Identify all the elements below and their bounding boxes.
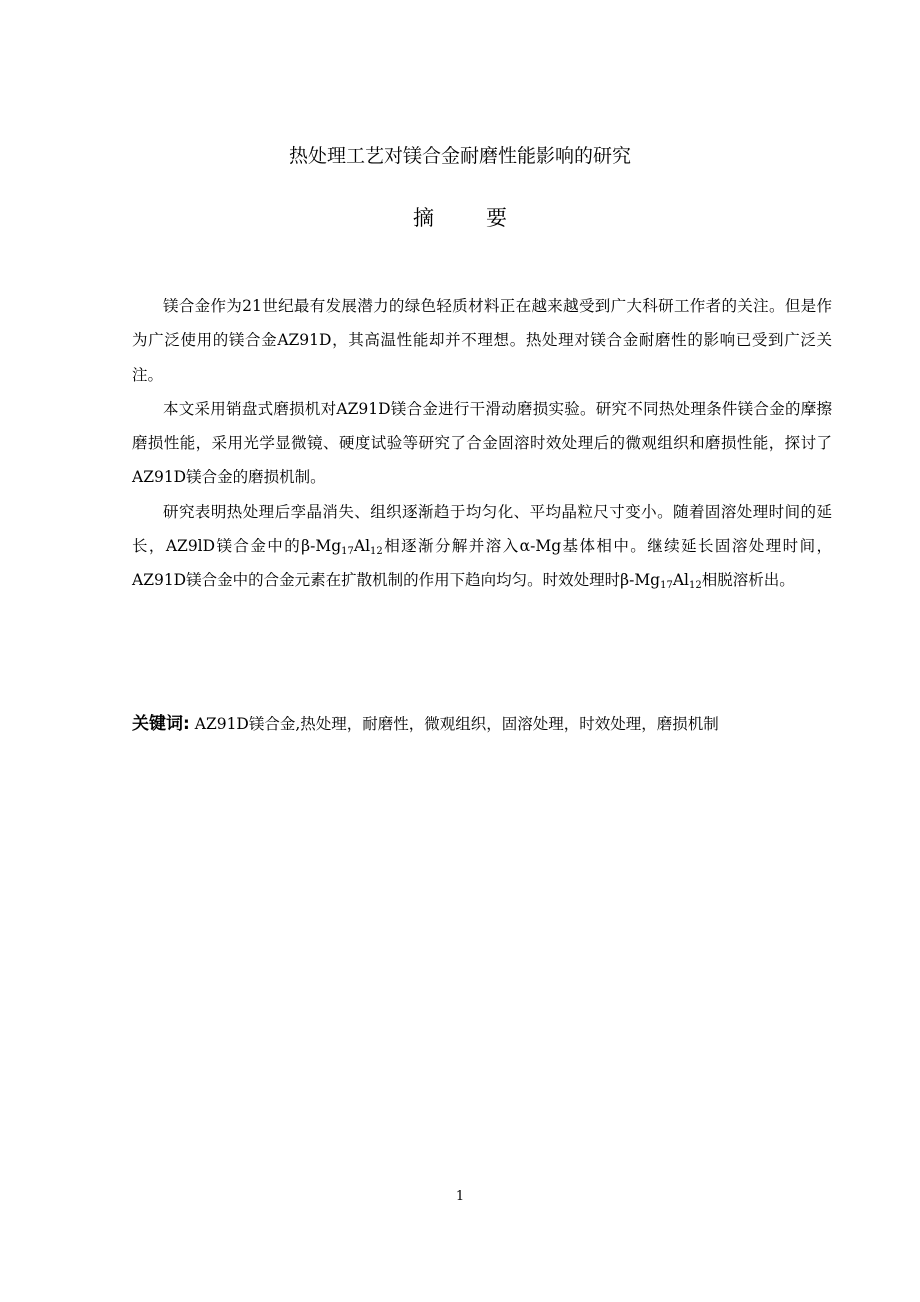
keywords-text: AZ91D镁合金,热处理，耐磨性，微观组织，固溶处理，时效处理，磨损机制 bbox=[194, 715, 719, 733]
keywords-label: 关键词: bbox=[132, 714, 190, 734]
abstract-paragraph-1: 镁合金作为21世纪最有发展潜力的绿色轻质材料正在越来越受到广大科研工作者的关注。但是作为广泛使用的镁合金AZ91D，其高温性能却并不理想。热处理对镁合金耐磨性的影响已受到广泛关注。 bbox=[132, 297, 832, 384]
paragraph-3-text-d: Al bbox=[672, 571, 689, 590]
page-number: 1 bbox=[455, 1189, 465, 1204]
paragraph-3-text-e: 相脱溶析出。 bbox=[701, 571, 795, 590]
subscript-12: 12 bbox=[689, 580, 702, 592]
paragraph-3-text-a: 研究表明热处理后孪晶消失、组织逐渐趋于均匀化、平均晶粒尺寸变小。随着固溶处理时间的延长，AZ9lD镁合金中的β-Mg bbox=[132, 502, 832, 556]
abstract-heading: 摘要 bbox=[413, 206, 559, 230]
document-title: 热处理工艺对镁合金耐磨性能影响的研究 bbox=[288, 145, 631, 167]
paragraph-3-text-b: Al bbox=[353, 537, 371, 556]
abstract-body bbox=[132, 289, 832, 598]
abstract-paragraph-2: 本文采用销盘式磨损机对AZ91D镁合金进行干滑动磨损实验。研究不同热处理条件镁合金的摩擦磨损性能，采用光学显微镜、硬度试验等研究了合金固溶时效处理后的微观组织和磨损性能，探讨了AZ91D镁合金的磨损机制。 bbox=[132, 399, 832, 487]
abstract-paragraph-3 bbox=[132, 495, 832, 598]
keywords-line bbox=[132, 709, 852, 739]
subscript-17: 17 bbox=[660, 580, 673, 592]
subscript-17: 17 bbox=[341, 546, 354, 558]
paragraph-3-text-c: 相逐渐分解并溶入α-Mg基体相中。继续延长固溶处理时间，AZ91D镁合金中的合金元素在扩散机制的作用下趋向均匀。时效处理时β-Mg bbox=[132, 537, 833, 590]
subscript-12: 12 bbox=[370, 546, 383, 558]
